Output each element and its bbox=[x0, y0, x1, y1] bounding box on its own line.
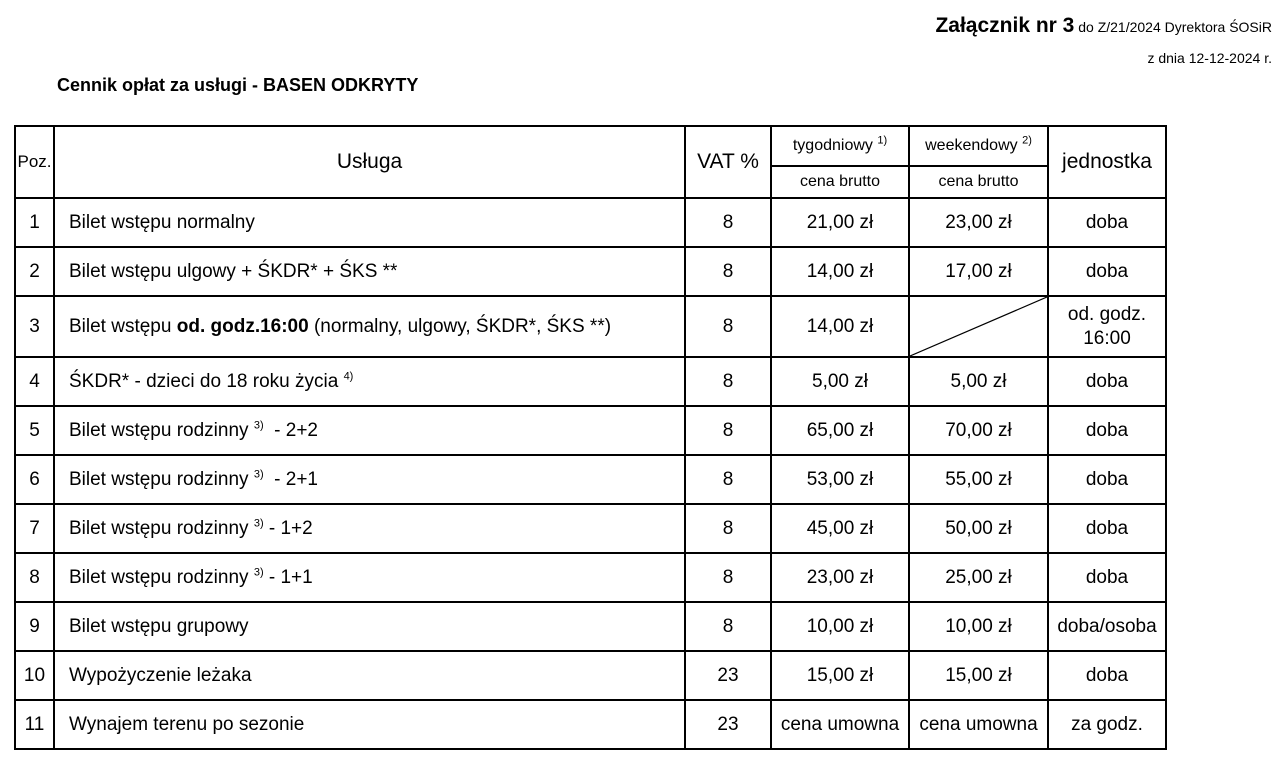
cell-vat: 8 bbox=[685, 247, 771, 296]
table-row bbox=[15, 296, 1166, 357]
cell-service: Bilet wstępu grupowy bbox=[54, 602, 685, 651]
cell-poz: 8 bbox=[15, 553, 54, 602]
attachment-reference: do Z/21/2024 Dyrektora ŚOSiR bbox=[1074, 19, 1272, 35]
cell-service bbox=[54, 504, 685, 553]
cell-vat: 8 bbox=[685, 455, 771, 504]
cell-poz: 11 bbox=[15, 700, 54, 749]
service-text: Bilet wstępu rodzinny bbox=[69, 419, 254, 441]
service-text: Bilet wstępu bbox=[69, 315, 177, 337]
cell-poz: 10 bbox=[15, 651, 54, 700]
service-variant: - 1+2 bbox=[263, 517, 313, 539]
header-weekend-footnote: 2) bbox=[1022, 134, 1032, 147]
cell-vat: 8 bbox=[685, 504, 771, 553]
cell-unit: doba bbox=[1048, 455, 1166, 504]
header-unit: jednostka bbox=[1048, 126, 1166, 198]
cell-service: Wynajem terenu po sezonie bbox=[54, 700, 685, 749]
header-vat: VAT % bbox=[685, 126, 771, 198]
header-weekday-label: tygodniowy bbox=[792, 137, 873, 154]
cell-weekend-price: 17,00 zł bbox=[909, 247, 1048, 296]
table-row bbox=[15, 247, 1166, 296]
header-poz: Poz. bbox=[15, 126, 54, 198]
table-row bbox=[15, 504, 1166, 553]
table-row bbox=[15, 455, 1166, 504]
cell-service bbox=[54, 455, 685, 504]
unit-line-1: od. godz. bbox=[1067, 303, 1147, 325]
cell-vat: 8 bbox=[685, 296, 771, 357]
cell-vat: 8 bbox=[685, 553, 771, 602]
attachment-line bbox=[935, 14, 1272, 38]
cell-service bbox=[54, 296, 685, 357]
table-row bbox=[15, 198, 1166, 247]
header-service: Usługa bbox=[54, 126, 685, 198]
service-variant: - 2+1 bbox=[263, 468, 319, 490]
header-weekday bbox=[771, 126, 909, 166]
cell-vat: 8 bbox=[685, 357, 771, 406]
price-table bbox=[14, 125, 1167, 750]
cell-weekday-price: 14,00 zł bbox=[771, 296, 909, 357]
cell-vat: 23 bbox=[685, 651, 771, 700]
cell-unit: doba bbox=[1048, 651, 1166, 700]
cell-unit: doba bbox=[1048, 406, 1166, 455]
cell-weekend-price: 25,00 zł bbox=[909, 553, 1048, 602]
table-row bbox=[15, 700, 1166, 749]
cell-weekend-price: 23,00 zł bbox=[909, 198, 1048, 247]
table-row bbox=[15, 357, 1166, 406]
header-price-sub-weekend: cena brutto bbox=[909, 166, 1048, 198]
cell-weekend-price: 10,00 zł bbox=[909, 602, 1048, 651]
service-footnote: 4) bbox=[343, 370, 354, 383]
cell-poz: 7 bbox=[15, 504, 54, 553]
cell-unit: doba bbox=[1048, 504, 1166, 553]
cell-service bbox=[54, 357, 685, 406]
cell-weekend-price: 50,00 zł bbox=[909, 504, 1048, 553]
cell-service: Wypożyczenie leżaka bbox=[54, 651, 685, 700]
cell-unit: doba bbox=[1048, 198, 1166, 247]
cell-weekday-price: 5,00 zł bbox=[771, 357, 909, 406]
cell-unit: za godz. bbox=[1048, 700, 1166, 749]
cell-weekday-price: 15,00 zł bbox=[771, 651, 909, 700]
cell-weekday-price: 14,00 zł bbox=[771, 247, 909, 296]
header-weekend-label: weekendowy bbox=[925, 137, 1018, 154]
cell-weekday-price: 10,00 zł bbox=[771, 602, 909, 651]
header-weekend bbox=[909, 126, 1048, 166]
cell-weekday-price: 45,00 zł bbox=[771, 504, 909, 553]
cell-weekend-price: cena umowna bbox=[909, 700, 1048, 749]
cell-poz: 6 bbox=[15, 455, 54, 504]
service-footnote: 3) bbox=[253, 566, 264, 579]
cell-poz: 2 bbox=[15, 247, 54, 296]
cell-service: Bilet wstępu normalny bbox=[54, 198, 685, 247]
header-price-sub-weekday: cena brutto bbox=[771, 166, 909, 198]
header-weekday-footnote: 1) bbox=[877, 134, 888, 147]
cell-vat: 23 bbox=[685, 700, 771, 749]
cell-vat: 8 bbox=[685, 198, 771, 247]
unit-line-2: 16:00 bbox=[1083, 327, 1131, 349]
service-text: Bilet wstępu rodzinny bbox=[69, 468, 254, 490]
cell-vat: 8 bbox=[685, 602, 771, 651]
service-text-bold: od. godz.16:00 bbox=[176, 315, 309, 337]
cell-poz: 1 bbox=[15, 198, 54, 247]
service-text: Bilet wstępu rodzinny bbox=[69, 517, 254, 539]
attachment-number: Załącznik nr 3 bbox=[935, 14, 1075, 37]
cell-weekday-price: cena umowna bbox=[771, 700, 909, 749]
cell-weekend-price: 5,00 zł bbox=[909, 357, 1048, 406]
table-row bbox=[15, 602, 1166, 651]
document-date: z dnia 12-12-2024 r. bbox=[1147, 50, 1272, 66]
cell-weekday-price: 53,00 zł bbox=[771, 455, 909, 504]
cell-weekday-price: 21,00 zł bbox=[771, 198, 909, 247]
service-variant: - 2+2 bbox=[263, 419, 319, 441]
cell-weekend-price: 70,00 zł bbox=[909, 406, 1048, 455]
cell-unit: doba bbox=[1048, 357, 1166, 406]
service-text-rest: (normalny, ulgowy, ŚKDR*, ŚKS **) bbox=[308, 315, 612, 337]
service-footnote: 3) bbox=[253, 468, 264, 481]
diagonal-strike bbox=[910, 297, 1047, 356]
service-footnote: 3) bbox=[253, 517, 264, 530]
service-footnote: 3) bbox=[253, 419, 264, 432]
cell-weekday-price: 23,00 zł bbox=[771, 553, 909, 602]
cell-service: Bilet wstępu ulgowy + ŚKDR* + ŚKS ** bbox=[54, 247, 685, 296]
cell-weekend-price-na bbox=[909, 296, 1048, 357]
cell-weekday-price: 65,00 zł bbox=[771, 406, 909, 455]
cell-unit: doba/osoba bbox=[1048, 602, 1166, 651]
cell-poz: 5 bbox=[15, 406, 54, 455]
cell-unit: doba bbox=[1048, 247, 1166, 296]
table-row bbox=[15, 406, 1166, 455]
table-row bbox=[15, 651, 1166, 700]
page-title: Cennik opłat za usługi - BASEN ODKRYTY bbox=[57, 75, 419, 95]
cell-vat: 8 bbox=[685, 406, 771, 455]
cell-service bbox=[54, 553, 685, 602]
cell-poz: 4 bbox=[15, 357, 54, 406]
cell-poz: 3 bbox=[15, 296, 54, 357]
cell-unit: doba bbox=[1048, 553, 1166, 602]
cell-service bbox=[54, 406, 685, 455]
service-text: Bilet wstępu rodzinny bbox=[69, 566, 254, 588]
service-variant: - 1+1 bbox=[263, 566, 313, 588]
cell-unit bbox=[1048, 296, 1166, 357]
cell-weekend-price: 15,00 zł bbox=[909, 651, 1048, 700]
service-text: ŚKDR* - dzieci do 18 roku życia bbox=[69, 370, 344, 392]
cell-poz: 9 bbox=[15, 602, 54, 651]
table-row bbox=[15, 553, 1166, 602]
cell-weekend-price: 55,00 zł bbox=[909, 455, 1048, 504]
